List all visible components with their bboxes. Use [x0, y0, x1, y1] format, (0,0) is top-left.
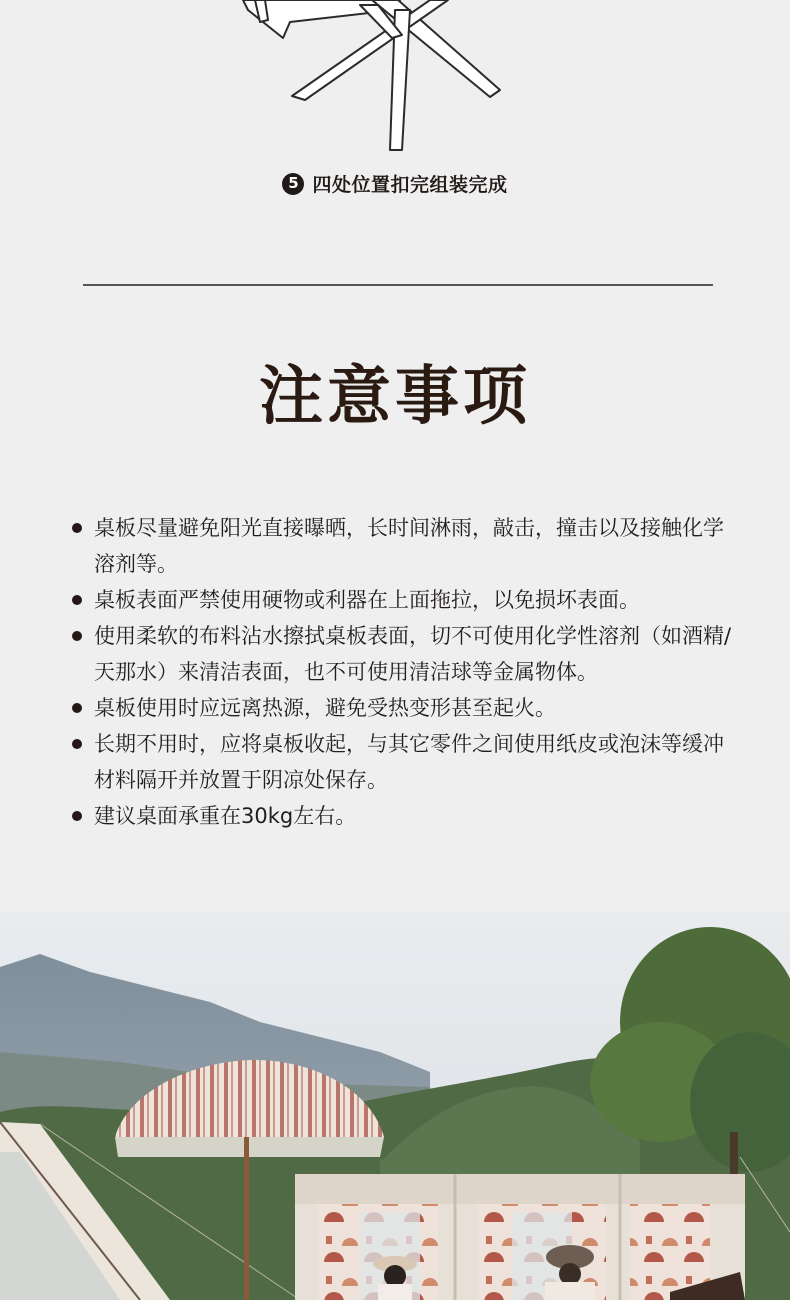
section-divider	[83, 284, 713, 286]
note-text: 长期不用时，应将桌板收起，与其它零件之间使用纸皮或泡沫等缓冲材料隔开并放置于阴凉处保存。	[94, 732, 724, 792]
note-text: 桌板尽量避免阳光直接曝晒，长时间淋雨，敲击，撞击以及接触化学溶剂等。	[94, 516, 724, 576]
bullet-icon	[72, 595, 82, 605]
camping-photo	[0, 912, 790, 1300]
step-text: 四处位置扣完组装完成	[312, 174, 508, 196]
note-text: 建议桌面承重在30kg左右。	[94, 804, 357, 828]
note-text: 使用柔软的布料沾水擦拭桌板表面，切不可使用化学性溶剂（如酒精/天那水）来清洁表面，也不可使用清洁球等金属物体。	[94, 624, 732, 684]
step-number-badge: 5	[282, 173, 304, 195]
bullet-icon	[72, 523, 82, 533]
note-item	[72, 510, 742, 582]
table-assembly-illustration	[0, 0, 790, 160]
step-caption	[0, 170, 790, 197]
bullet-icon	[72, 811, 82, 821]
bullet-icon	[72, 739, 82, 749]
note-item	[72, 582, 742, 618]
note-text: 桌板使用时应远离热源，避免受热变形甚至起火。	[94, 696, 556, 720]
note-item	[72, 798, 742, 834]
note-item	[72, 618, 742, 690]
bullet-icon	[72, 631, 82, 641]
section-title: 注意事项	[259, 360, 531, 434]
note-item	[72, 726, 742, 798]
note-text: 桌板表面严禁使用硬物或利器在上面拖拉，以免损坏表面。	[94, 588, 640, 612]
bullet-icon	[72, 703, 82, 713]
notes-list	[72, 510, 742, 834]
note-item	[72, 690, 742, 726]
